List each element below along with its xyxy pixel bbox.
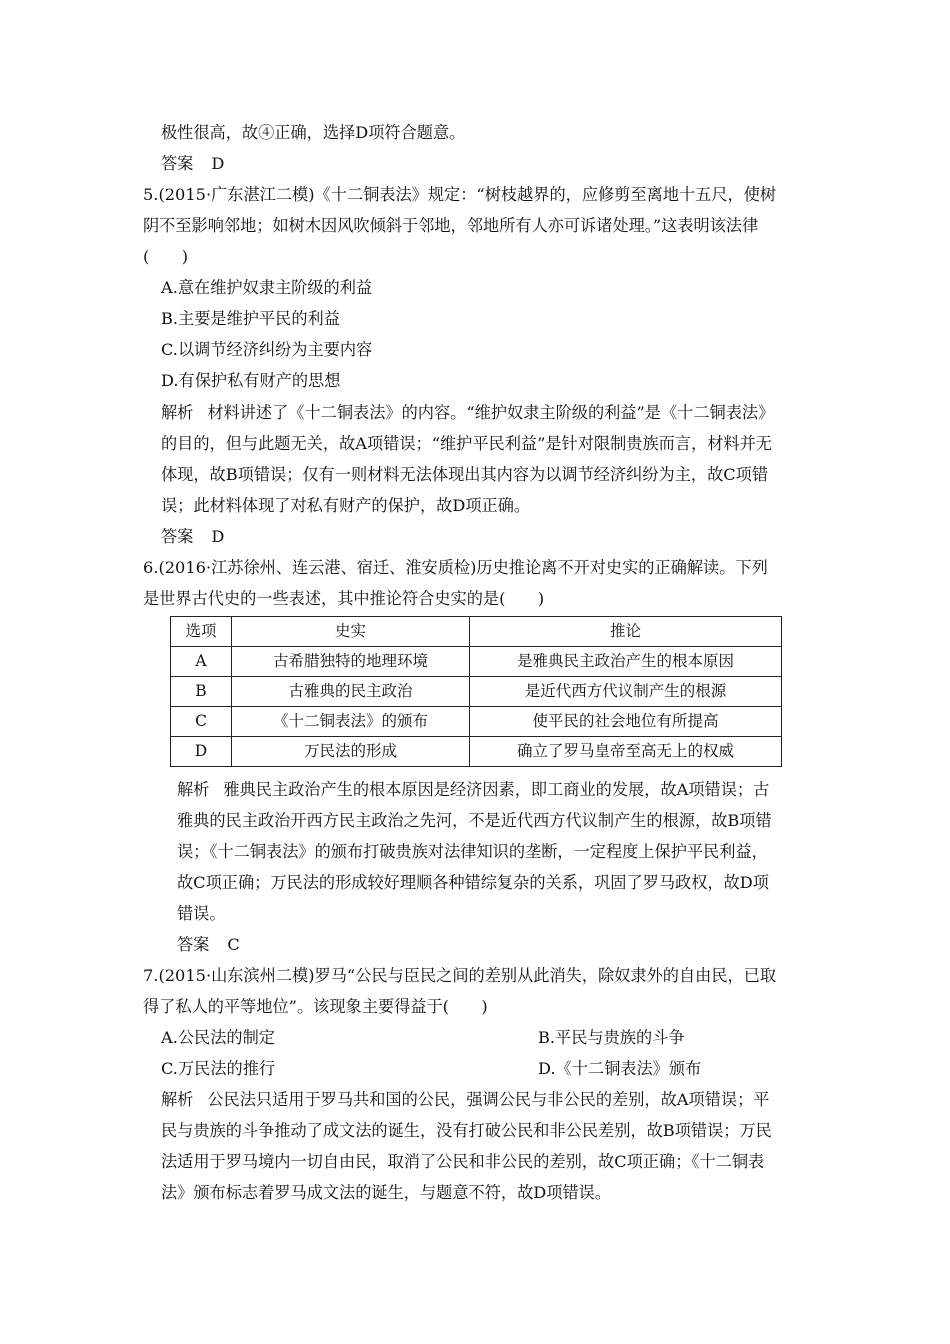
q5-option-d: D.有保护私有财产的思想 [161, 371, 341, 390]
q5-explanation-line-3: 体现，故B项错误；仅有一则材料无法体现出其内容为以调节经济纠纷为主，故C项错 [161, 465, 769, 484]
table-cell: 古希腊独特的地理环境 [232, 647, 470, 677]
q6-stem-line-2: 是世界古代史的一些表述，其中推论符合史实的是( ) [143, 589, 545, 608]
q6-table [170, 616, 782, 767]
answer-label: 答案 [161, 154, 194, 173]
q7-stem-line-2: 得了私人的平等地位”。该现象主要得益于( ) [143, 997, 488, 1016]
q6-explanation-line-2: 雅典的民主政治开西方民主政治之先河，不是近代西方代议制产生的根源，故B项错 [177, 811, 772, 830]
table-cell: 确立了罗马皇帝至高无上的权威 [470, 737, 782, 767]
q6-answer [177, 929, 240, 960]
q5-stem-line-1: 5.(2015·广东湛江二模)《十二铜表法》规定：“树枝越界的，应修剪至离地十五尺，使树 [143, 185, 777, 204]
table-header-cell: 选项 [171, 617, 232, 647]
q5-stem-line-3: ( ) [143, 247, 189, 266]
q7-explanation-line-1 [161, 1084, 769, 1115]
q5-answer [161, 521, 224, 552]
q5-explanation-line-2: 的目的，但与此题无关，故A项错误；“维护平民利益”是针对限制贵族而言，材料并无 [161, 434, 772, 453]
table-cell: B [171, 677, 232, 707]
explanation-label: 解析 [161, 1090, 194, 1109]
q7-stem-line-1: 7.(2015·山东滨州二模)罗马“公民与臣民之间的差别从此消失，除奴隶外的自由民，已取 [143, 966, 777, 985]
q5-option-c: C.以调节经济纠纷为主要内容 [161, 340, 373, 359]
table-cell: C [171, 707, 232, 737]
q4-explanation-end: 极性很高，故④正确，选择D项符合题意。 [161, 123, 466, 142]
q4-answer [161, 148, 224, 179]
q7-option-c: C.万民法的推行 [161, 1059, 276, 1078]
table-header-row [171, 617, 782, 647]
answer-value: D [211, 154, 225, 173]
q6-explanation-line-3: 误；《十二铜表法》的颁布打破贵族对法律知识的垄断，一定程度上保护平民利益， [177, 842, 768, 861]
q6-explanation-line-1 [177, 774, 769, 805]
answer-value: D [211, 527, 225, 546]
q5-option-b: B.主要是维护平民的利益 [161, 309, 340, 328]
table-cell: A [171, 647, 232, 677]
explanation-text: 材料讲述了《十二铜表法》的内容。“维护奴隶主阶级的利益”是《十二铜表法》 [207, 403, 775, 422]
table-cell: 使平民的社会地位有所提高 [470, 707, 782, 737]
q6-explanation-line-5: 错误。 [177, 904, 226, 923]
explanation-label: 解析 [161, 403, 194, 422]
q6-stem-line-1: 6.(2016·江苏徐州、连云港、宿迁、淮安质检)历史推论离不开对史实的正确解读。下列 [143, 558, 768, 577]
explanation-text: 公民法只适用于罗马共和国的公民，强调公民与非公民的差别，故A项错误；平 [207, 1090, 770, 1109]
q5-stem-line-2: 阴不至影响邻地；如树木因风吹倾斜于邻地，邻地所有人亦可诉诸处理。”这表明该法律 [143, 216, 759, 235]
table-cell: 《十二铜表法》的颁布 [232, 707, 470, 737]
table-cell: D [171, 737, 232, 767]
q7-explanation-line-2: 民与贵族的斗争推动了成文法的诞生，没有打破公民和非公民差别，故B项错误；万民 [161, 1121, 772, 1140]
table-header-cell: 史实 [232, 617, 470, 647]
answer-label: 答案 [177, 935, 210, 954]
q5-explanation-line-4: 误；此材料体现了对私有财产的保护，故D项正确。 [161, 496, 531, 515]
table-row [171, 677, 782, 707]
table-cell: 古雅典的民主政治 [232, 677, 470, 707]
table-row [171, 647, 782, 677]
table-row [171, 737, 782, 767]
q7-explanation-line-3: 法适用于罗马境内一切自由民，取消了公民和非公民的差别，故C项正确；《十二铜表 [161, 1152, 765, 1171]
q5-explanation-line-1 [161, 397, 774, 428]
q5-option-a: A.意在维护奴隶主阶级的利益 [161, 278, 373, 297]
q7-explanation-line-4: 法》颁布标志着罗马成文法的诞生，与题意不符，故D项错误。 [161, 1183, 612, 1202]
answer-value: C [227, 935, 240, 954]
table-cell: 万民法的形成 [232, 737, 470, 767]
table-header-cell: 推论 [470, 617, 782, 647]
table-cell: 是雅典民主政治产生的根本原因 [470, 647, 782, 677]
explanation-text: 雅典民主政治产生的根本原因是经济因素，即工商业的发展，故A项错误；古 [223, 780, 770, 799]
q7-option-d: D.《十二铜表法》颁布 [538, 1059, 702, 1078]
explanation-label: 解析 [177, 780, 210, 799]
table-row [171, 707, 782, 737]
answer-label: 答案 [161, 527, 194, 546]
table-cell: 是近代西方代议制产生的根源 [470, 677, 782, 707]
q7-option-a: A.公民法的制定 [161, 1028, 275, 1047]
q7-option-b: B.平民与贵族的斗争 [538, 1028, 685, 1047]
q6-explanation-line-4: 故C项正确；万民法的形成较好理顺各种错综复杂的关系，巩固了罗马政权，故D项 [177, 873, 769, 892]
